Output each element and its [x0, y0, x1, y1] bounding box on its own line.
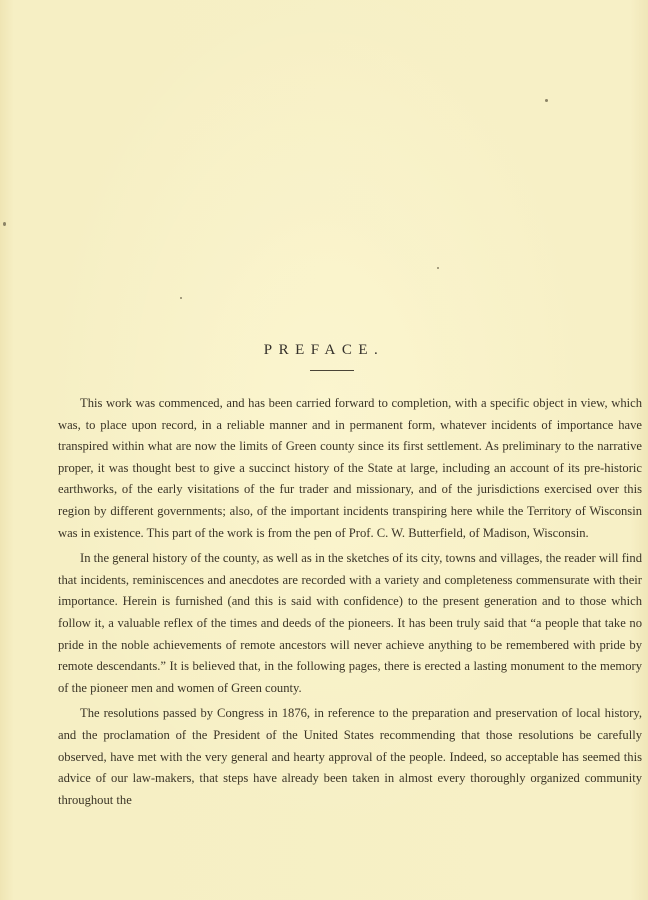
body-text — [58, 393, 642, 815]
paper-speck — [180, 297, 182, 299]
paragraph: In the general history of the county, as well as in the sketches of its city, towns and villages, the reader will find that incidents, reminiscences and anecdotes are recorded with a variety and completeness commensurate with their importance. Herein is furnished (and this is said with confidence) to the present generation and to those which follow it, a valuable reflex of the times and deeds of the pioneers. It has been truly said that “a people that take no pride in the noble achievements of remote ancestors will never achieve anything to be remembered with pride by remote descendants.” It is believed that, in the following pages, there is erected a lasting monument to the memory of the pioneer men and women of Green county. — [58, 551, 642, 695]
paragraph: The resolutions passed by Congress in 1876, in reference to the preparation and preservation of local history, and the proclamation of the President of the United States recommending that those resolutions be carefully observed, have met with the very general and hearty approval of the people. Indeed, so acceptable has seemed this advice of our law-makers, that steps have already been taken in almost every thoroughly organized community throughout the — [58, 706, 642, 807]
paper-speck — [3, 222, 6, 226]
page-title: PREFACE. — [263, 342, 385, 359]
paper-speck — [437, 267, 439, 269]
paper-speck — [545, 99, 548, 102]
paragraph: This work was commenced, and has been carried forward to completion, with a specific object in view, which was, to place upon record, in a reliable manner and in permanent form, whatever incidents of importance have transpired within what are now the limits of Green county since its first settlement. As preliminary to the narrative proper, it was thought best to give a succinct history of the State at large, including an account of its pre-historic earthworks, of the early visitations of the fur trader and missionary, and of the jurisdictions exercised over this region by different governments; also, of the important incidents transpiring here while the Territory of Wisconsin was in existence. This part of the work is from the pen of Prof. C. W. Butterfield, of Madison, Wisconsin. — [58, 396, 642, 540]
title-divider — [310, 370, 354, 371]
